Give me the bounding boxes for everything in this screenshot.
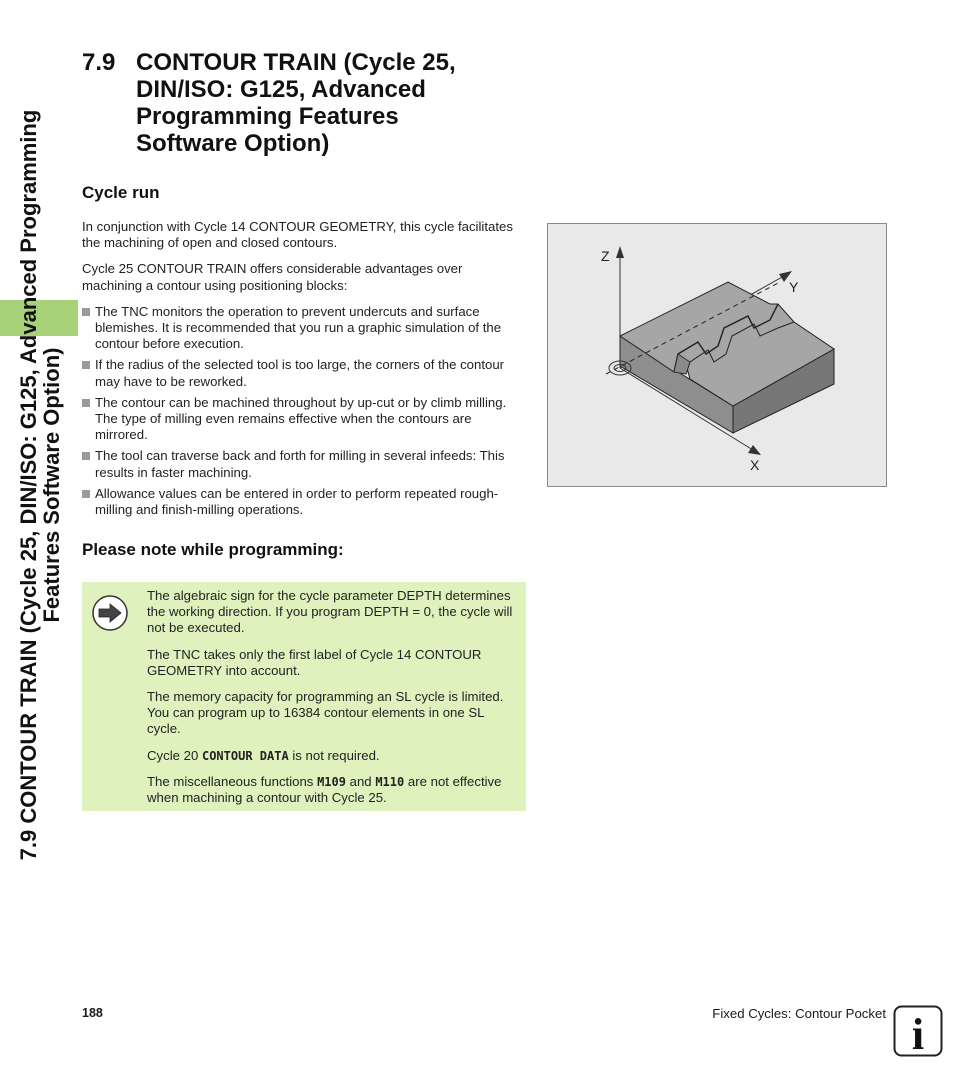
paragraph: In conjunction with Cycle 14 CONTOUR GEOMETRY, this cycle facilitates the machining of open and closed contours. [82, 219, 513, 251]
workpiece-illustration [548, 224, 886, 486]
arrow-right-note-icon [91, 594, 129, 632]
programming-notes-heading: Please note while programming: [82, 540, 344, 559]
side-title-line-2: Features Software Option) [39, 347, 64, 623]
info-icon [893, 1005, 943, 1057]
section-title [136, 49, 536, 157]
list-item: The TNC monitors the operation to prevent undercuts and surface blemishes. It is recommended that you run a graphic simulation of the contour before execution. [82, 304, 522, 353]
y-axis-label: Y [789, 279, 799, 295]
note-paragraph: The TNC takes only the first label of Cycle 14 CONTOUR GEOMETRY into account. [147, 646, 482, 678]
cycle-run-heading: Cycle run [82, 183, 160, 202]
section-title-line: CONTOUR TRAIN (Cycle 25, [136, 49, 456, 76]
bullet-square-icon [82, 490, 90, 498]
bullet-square-icon [82, 361, 90, 369]
list-item: Allowance values can be entered in order to perform repeated rough-milling and finish-milling operations. [82, 486, 522, 518]
note-paragraph: The algebraic sign for the cycle parameter DEPTH determines the working direction. If you program DEPTH = 0, the cycle will not be executed. [147, 588, 513, 636]
code-contour-data: CONTOUR DATA [201, 748, 289, 763]
info-glyph: i [911, 1010, 925, 1057]
list-item: If the radius of the selected tool is too large, the corners of the contour may have to be reworked. [82, 357, 522, 389]
bullet-square-icon [82, 308, 90, 316]
list-item: The tool can traverse back and forth for milling in several infeeds: This results in faster machining. [82, 448, 522, 480]
section-title-line: DIN/ISO: G125, Advanced [136, 76, 426, 103]
section-title-line: Programming Features [136, 103, 399, 130]
paragraph: Cycle 25 CONTOUR TRAIN offers considerable advantages over machining a contour using positioning blocks: [82, 261, 463, 293]
code-m110: M110 [375, 774, 405, 789]
z-axis-label: Z [601, 248, 610, 264]
z-axis-arrow [616, 246, 624, 258]
chapter-name: Fixed Cycles: Contour Pocket [712, 1006, 886, 1021]
contour-train-figure [547, 223, 887, 487]
bullet-square-icon [82, 399, 90, 407]
note-paragraph: The memory capacity for programming an SL cycle is limited. You can program up to 16384 contour elements in one SL cycle. [147, 689, 504, 737]
code-m109: M109 [317, 774, 346, 789]
page-number: 188 [82, 1006, 103, 1020]
section-title-line: Software Option) [136, 130, 330, 157]
side-running-title [17, 45, 63, 925]
side-title-line-1: 7.9 CONTOUR TRAIN (Cycle 25, DIN/ISO: G125, Advanced Programming [16, 109, 41, 861]
note-paragraph: Cycle 20 CONTOUR DATA is not required. [147, 747, 380, 763]
list-item: The contour can be machined throughout by up-cut or by climb milling. The type of milling even remains effective when the contours are mirrored. [82, 395, 522, 444]
note-paragraph: The miscellaneous functions M109 and M110 are not effective when machining a contour with Cycle 25. [147, 773, 502, 806]
x-axis-arrow [748, 445, 761, 455]
note-box [82, 582, 526, 811]
x-axis-label: X [750, 457, 760, 473]
cycle-run-body [82, 219, 522, 523]
bullet-square-icon [82, 452, 90, 460]
note-text [147, 588, 517, 816]
section-number: 7.9 [82, 49, 116, 76]
advantages-list [82, 304, 522, 518]
